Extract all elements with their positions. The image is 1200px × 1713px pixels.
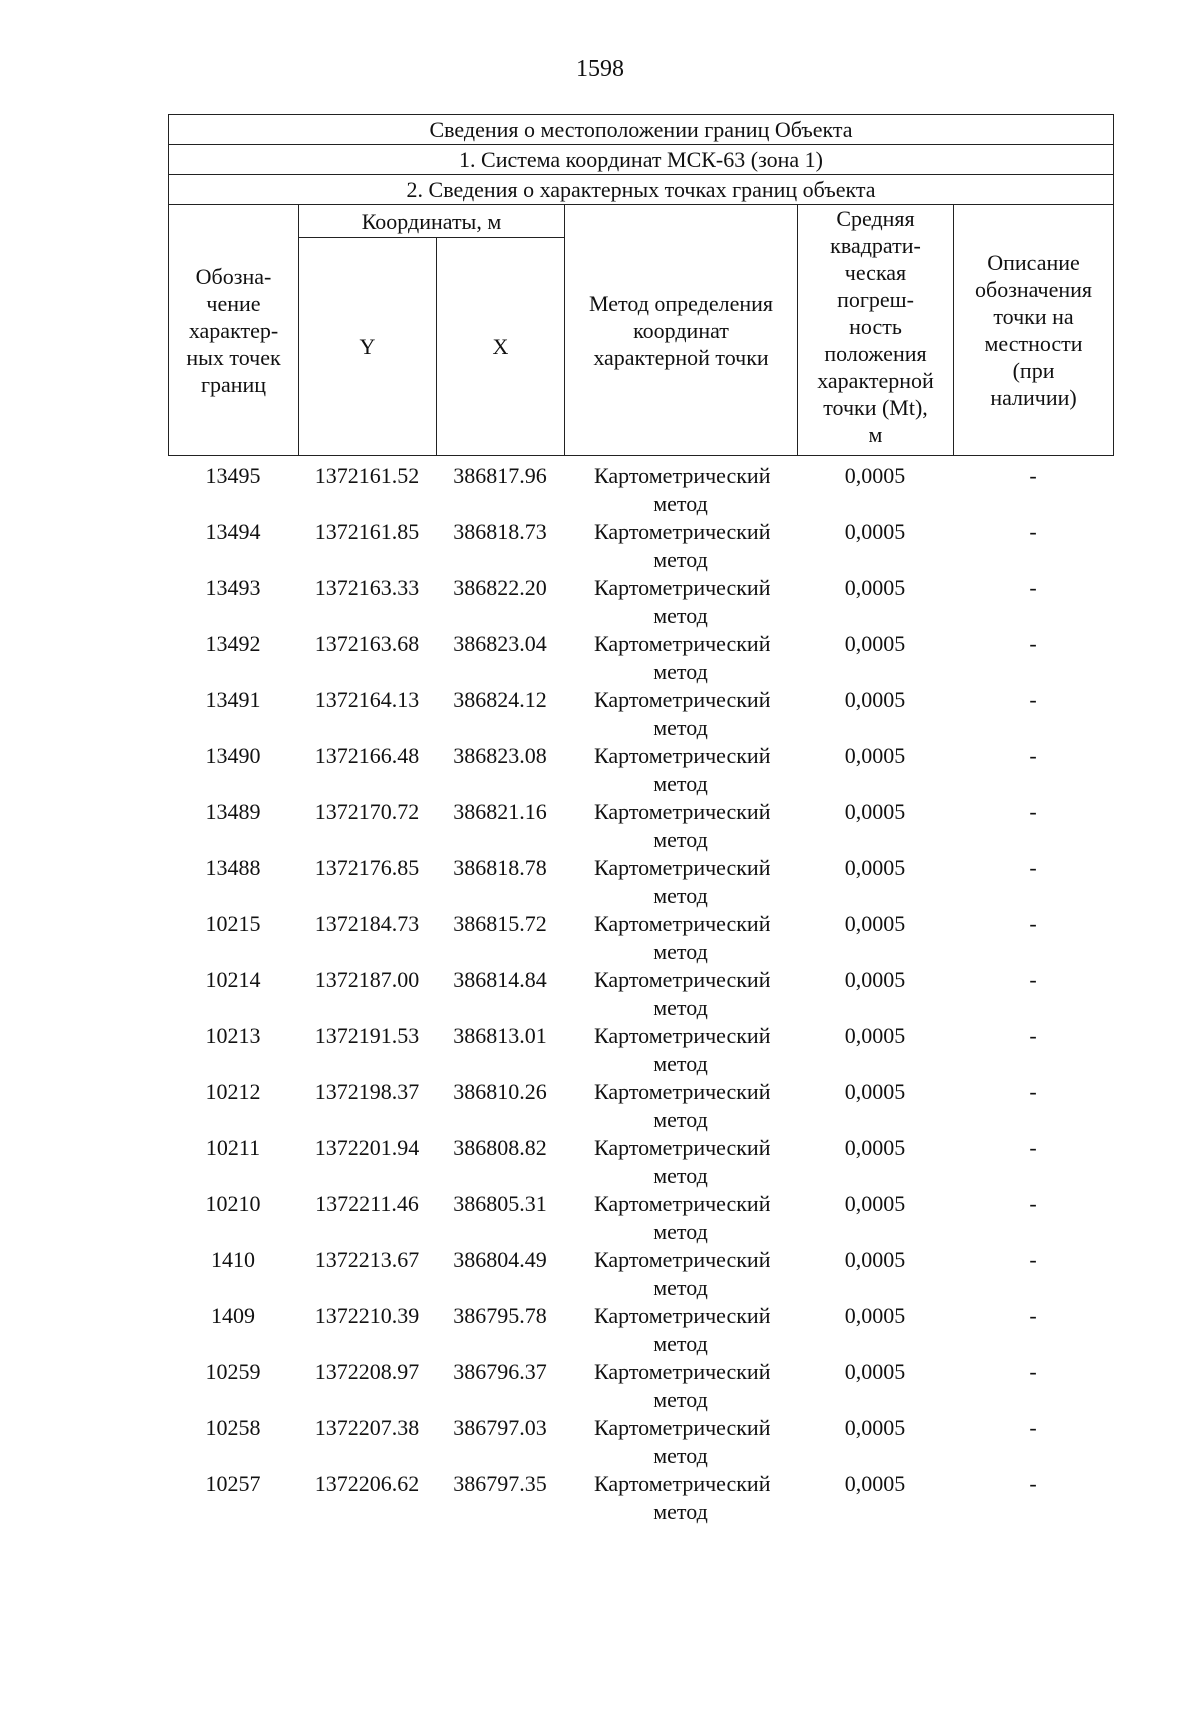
- point-cell: 13491: [205, 687, 261, 712]
- col-header-error: Средняя квадрати- ческая погреш- ность положения характерной точки (Mt), м: [798, 205, 954, 456]
- x-cell: 386813.01: [453, 1023, 547, 1048]
- point-cell: 10215: [205, 911, 261, 936]
- description-cell: -: [1029, 1415, 1037, 1440]
- table-row: [168, 1414, 1113, 1470]
- error-cell: 0,0005: [844, 1191, 906, 1216]
- method-cell: Картометрический метод: [594, 1247, 771, 1300]
- method-cell: Картометрический метод: [594, 1135, 771, 1188]
- x-cell: 386795.78: [453, 1303, 547, 1328]
- y-cell: 1372213.67: [314, 1247, 420, 1272]
- method-cell: Картометрический метод: [594, 687, 771, 740]
- table-row: [168, 1078, 1113, 1134]
- col-header-description: Описание обозначения точки на местности (при наличии): [954, 205, 1114, 456]
- point-cell: 10257: [205, 1471, 261, 1496]
- x-cell: 386808.82: [453, 1135, 547, 1160]
- method-cell: Картометрический метод: [594, 1079, 771, 1132]
- table-row: [168, 462, 1113, 518]
- method-cell: Картометрический метод: [594, 967, 771, 1020]
- method-cell: Картометрический метод: [594, 1191, 771, 1244]
- error-cell: 0,0005: [844, 1079, 906, 1104]
- y-cell: 1372207.38: [314, 1415, 420, 1440]
- points-table: [168, 462, 1113, 1526]
- error-cell: 0,0005: [844, 1135, 906, 1160]
- col-header-y: Y: [299, 238, 437, 456]
- table-row: [168, 742, 1113, 798]
- error-cell: 0,0005: [844, 911, 906, 936]
- point-cell: 13494: [205, 519, 261, 544]
- method-cell: Картометрический метод: [594, 1359, 771, 1412]
- y-cell: 1372211.46: [315, 1191, 419, 1216]
- description-cell: -: [1029, 1247, 1037, 1272]
- table-row: [168, 518, 1113, 574]
- x-cell: 386823.08: [453, 743, 547, 768]
- point-cell: 13495: [205, 463, 261, 488]
- method-cell: Картометрический метод: [594, 799, 771, 852]
- x-cell: 386797.35: [453, 1471, 547, 1496]
- description-cell: -: [1029, 1471, 1037, 1496]
- error-cell: 0,0005: [844, 855, 906, 880]
- error-cell: 0,0005: [844, 1415, 906, 1440]
- description-cell: -: [1029, 911, 1037, 936]
- table-row: [168, 1302, 1113, 1358]
- description-cell: -: [1029, 1303, 1037, 1328]
- point-cell: 10259: [205, 1359, 261, 1384]
- x-cell: 386821.16: [453, 799, 547, 824]
- description-cell: -: [1029, 743, 1037, 768]
- y-cell: 1372201.94: [314, 1135, 420, 1160]
- description-cell: -: [1029, 687, 1037, 712]
- header-title: Сведения о местоположении границ Объекта: [169, 115, 1114, 145]
- x-cell: 386814.84: [453, 967, 547, 992]
- error-cell: 0,0005: [844, 687, 906, 712]
- method-cell: Картометрический метод: [594, 1471, 771, 1524]
- x-cell: 386796.37: [453, 1359, 547, 1384]
- method-cell: Картометрический метод: [594, 519, 771, 572]
- method-cell: Картометрический метод: [594, 631, 771, 684]
- y-cell: 1372184.73: [314, 911, 420, 936]
- y-cell: 1372164.13: [314, 687, 420, 712]
- x-cell: 386805.31: [453, 1191, 547, 1216]
- point-cell: 1409: [211, 1303, 255, 1328]
- description-cell: -: [1029, 1023, 1037, 1048]
- point-cell: 13488: [205, 855, 261, 880]
- point-cell: 10212: [205, 1079, 261, 1104]
- x-cell: 386818.73: [453, 519, 547, 544]
- table-row: [168, 1134, 1113, 1190]
- x-cell: 386815.72: [453, 911, 547, 936]
- y-cell: 1372191.53: [314, 1023, 420, 1048]
- y-cell: 1372210.39: [314, 1303, 420, 1328]
- header-coordinate-system: 1. Система координат МСК-63 (зона 1): [169, 145, 1114, 175]
- error-cell: 0,0005: [844, 463, 906, 488]
- x-cell: 386824.12: [453, 687, 547, 712]
- x-cell: 386823.04: [453, 631, 547, 656]
- point-cell: 1410: [211, 1247, 255, 1272]
- method-cell: Картометрический метод: [594, 463, 771, 516]
- x-cell: 386818.78: [453, 855, 547, 880]
- table-row: [168, 574, 1113, 630]
- header-section: 2. Сведения о характерных точках границ объекта: [169, 175, 1114, 205]
- page-number: 1598: [576, 56, 624, 82]
- description-cell: -: [1029, 855, 1037, 880]
- error-cell: 0,0005: [844, 1303, 906, 1328]
- col-header-coordinates: Координаты, м: [299, 205, 565, 238]
- table-row: [168, 910, 1113, 966]
- description-cell: -: [1029, 1135, 1037, 1160]
- error-cell: 0,0005: [844, 1023, 906, 1048]
- point-cell: 10211: [205, 1135, 261, 1160]
- y-cell: 1372187.00: [314, 967, 420, 992]
- y-cell: 1372166.48: [314, 743, 420, 768]
- description-cell: -: [1029, 1191, 1037, 1216]
- error-cell: 0,0005: [844, 519, 906, 544]
- y-cell: 1372198.37: [314, 1079, 420, 1104]
- point-cell: 10258: [205, 1415, 261, 1440]
- method-cell: Картометрический метод: [594, 575, 771, 628]
- x-cell: 386817.96: [453, 463, 547, 488]
- point-cell: 13492: [205, 631, 261, 656]
- description-cell: -: [1029, 1079, 1037, 1104]
- point-cell: 13493: [205, 575, 261, 600]
- error-cell: 0,0005: [844, 1247, 906, 1272]
- y-cell: 1372170.72: [314, 799, 420, 824]
- table-row: [168, 630, 1113, 686]
- method-cell: Картометрический метод: [594, 743, 771, 796]
- table-row: [168, 1246, 1113, 1302]
- method-cell: Картометрический метод: [594, 911, 771, 964]
- table-row: [168, 686, 1113, 742]
- table-row: [168, 854, 1113, 910]
- description-cell: -: [1029, 575, 1037, 600]
- point-cell: 13489: [205, 799, 261, 824]
- error-cell: 0,0005: [844, 1471, 906, 1496]
- header-table: [168, 114, 1114, 456]
- table-row: [168, 1470, 1113, 1526]
- method-cell: Картометрический метод: [594, 1415, 771, 1468]
- y-cell: 1372161.85: [314, 519, 420, 544]
- method-cell: Картометрический метод: [594, 855, 771, 908]
- point-cell: 13490: [205, 743, 261, 768]
- point-cell: 10214: [205, 967, 261, 992]
- y-cell: 1372161.52: [314, 463, 420, 488]
- error-cell: 0,0005: [844, 743, 906, 768]
- description-cell: -: [1029, 967, 1037, 992]
- description-cell: -: [1029, 631, 1037, 656]
- description-cell: -: [1029, 1359, 1037, 1384]
- x-cell: 386822.20: [453, 575, 547, 600]
- error-cell: 0,0005: [844, 631, 906, 656]
- col-header-method: Метод определения координат характерной точки: [565, 205, 798, 456]
- table-row: [168, 1190, 1113, 1246]
- x-cell: 386797.03: [453, 1415, 547, 1440]
- table-row: [168, 1358, 1113, 1414]
- error-cell: 0,0005: [844, 1359, 906, 1384]
- y-cell: 1372206.62: [314, 1471, 420, 1496]
- y-cell: 1372163.68: [314, 631, 420, 656]
- y-cell: 1372176.85: [314, 855, 420, 880]
- y-cell: 1372163.33: [314, 575, 420, 600]
- description-cell: -: [1029, 463, 1037, 488]
- method-cell: Картометрический метод: [594, 1303, 771, 1356]
- table-row: [168, 966, 1113, 1022]
- table-row: [168, 798, 1113, 854]
- x-cell: 386810.26: [453, 1079, 547, 1104]
- error-cell: 0,0005: [844, 575, 906, 600]
- error-cell: 0,0005: [844, 799, 906, 824]
- col-header-x: X: [437, 238, 565, 456]
- col-header-point: Обозна- чение характер- ных точек границ: [169, 205, 299, 456]
- method-cell: Картометрический метод: [594, 1023, 771, 1076]
- error-cell: 0,0005: [844, 967, 906, 992]
- description-cell: -: [1029, 799, 1037, 824]
- point-cell: 10213: [205, 1023, 261, 1048]
- y-cell: 1372208.97: [314, 1359, 420, 1384]
- table-row: [168, 1022, 1113, 1078]
- description-cell: -: [1029, 519, 1037, 544]
- point-cell: 10210: [205, 1191, 261, 1216]
- x-cell: 386804.49: [453, 1247, 547, 1272]
